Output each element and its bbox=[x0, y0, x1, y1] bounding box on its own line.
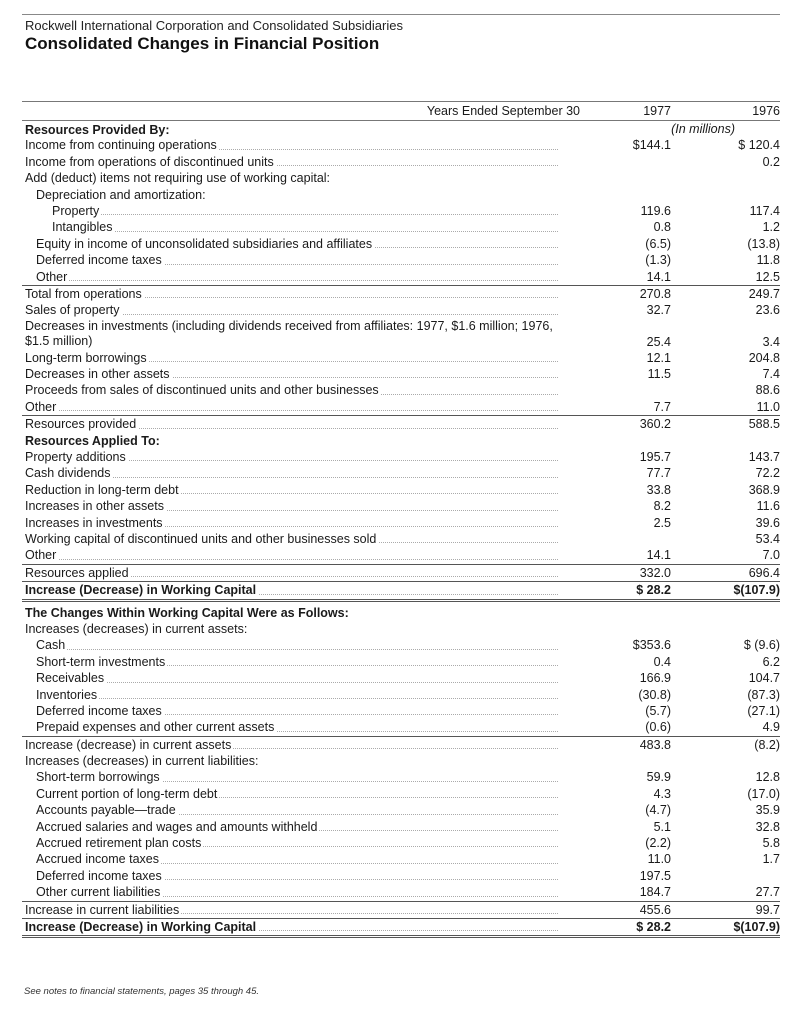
heading-text: Resources Provided By: bbox=[25, 123, 170, 137]
value-1977: 2.5 bbox=[653, 515, 671, 530]
row-label-text: Income from continuing operations bbox=[25, 138, 217, 153]
table-row bbox=[22, 637, 780, 653]
value-1976: 1.2 bbox=[762, 220, 780, 235]
value-1976: (27.1) bbox=[747, 703, 780, 718]
column-year-1976: 1976 bbox=[752, 104, 780, 118]
value-1976: 99.7 bbox=[755, 902, 780, 917]
row-label bbox=[25, 366, 558, 382]
value-1977: 25.4 bbox=[646, 334, 671, 349]
value-1976: $ (9.6) bbox=[743, 638, 780, 653]
liabilities-rows bbox=[22, 769, 780, 938]
row-label-text: Accrued income taxes bbox=[36, 852, 159, 867]
footnote: See notes to financial statements, pages 35 through 45. bbox=[24, 986, 260, 997]
table-row bbox=[22, 366, 780, 382]
value-1977: 483.8 bbox=[639, 737, 671, 752]
value-1977: (2.2) bbox=[645, 836, 671, 851]
row-label-text: Increase (Decrease) in Working Capital bbox=[25, 583, 257, 598]
row-label bbox=[25, 515, 558, 531]
value-1977: 0.4 bbox=[653, 654, 671, 669]
row-label bbox=[36, 868, 558, 884]
value-1976: 0.2 bbox=[762, 154, 780, 169]
row-label-text: Deferred income taxes bbox=[36, 868, 162, 883]
table-row bbox=[22, 319, 780, 350]
value-1976: (8.2) bbox=[754, 737, 780, 752]
company-name: Rockwell International Corporation and Consolidated Subsidiaries bbox=[25, 18, 403, 33]
table-row bbox=[22, 769, 780, 785]
row-label-text: Short-term borrowings bbox=[36, 770, 160, 785]
row-label bbox=[25, 302, 558, 318]
subheading-assets bbox=[22, 621, 780, 637]
table-row bbox=[22, 564, 780, 581]
value-1976: 53.4 bbox=[755, 531, 780, 546]
table-row bbox=[22, 835, 780, 851]
value-1977: 360.2 bbox=[639, 417, 671, 432]
row-label bbox=[36, 687, 558, 703]
value-1977: 270.8 bbox=[639, 286, 671, 301]
value-1976: $(107.9) bbox=[733, 583, 780, 598]
row-label-text: Other bbox=[25, 399, 57, 414]
page-title: Consolidated Changes in Financial Position bbox=[25, 34, 380, 53]
table-row bbox=[22, 819, 780, 835]
row-label bbox=[36, 670, 558, 686]
value-1976: 88.6 bbox=[755, 383, 780, 398]
row-label bbox=[52, 219, 558, 235]
section-heading-applied bbox=[22, 433, 780, 449]
value-1977: (5.7) bbox=[645, 703, 671, 718]
assets-rows bbox=[22, 637, 780, 753]
row-label-text: Short-term investments bbox=[36, 654, 166, 669]
provided-rows bbox=[22, 137, 780, 432]
table-row bbox=[22, 269, 780, 285]
row-label bbox=[25, 482, 558, 498]
heading-text: The Changes Within Working Capital Were as Follows: bbox=[25, 605, 349, 620]
value-1977: 7.7 bbox=[653, 399, 671, 414]
value-1976: 1.7 bbox=[762, 852, 780, 867]
row-label bbox=[25, 498, 558, 514]
row-label-text: Accrued retirement plan costs bbox=[36, 836, 202, 851]
row-label-text: Decreases in investments (including dividends received from affiliates: 1977, $1.6 million; 1976, $1.5 million) bbox=[25, 318, 553, 348]
value-1976: 588.5 bbox=[748, 417, 780, 432]
value-1977: $353.6 bbox=[632, 638, 671, 653]
row-label bbox=[25, 399, 558, 415]
value-1977: 119.6 bbox=[640, 203, 671, 218]
value-1977: 0.8 bbox=[653, 220, 671, 235]
value-1977: 8.2 bbox=[653, 499, 671, 514]
table-row bbox=[22, 901, 780, 918]
value-1977: (6.5) bbox=[645, 236, 671, 251]
row-label bbox=[25, 465, 558, 481]
value-1976: 32.8 bbox=[755, 819, 780, 834]
value-1977: 11.0 bbox=[647, 852, 671, 867]
value-1976: 23.6 bbox=[755, 303, 780, 318]
table-row bbox=[22, 654, 780, 670]
subheading-liabilities bbox=[22, 753, 780, 769]
row-label bbox=[52, 203, 558, 219]
value-1976: (13.8) bbox=[747, 236, 780, 251]
table-row bbox=[22, 219, 780, 235]
table-row bbox=[22, 670, 780, 686]
value-1976: 7.0 bbox=[762, 548, 780, 563]
value-1977: 59.9 bbox=[646, 770, 671, 785]
column-year-1977: 1977 bbox=[643, 104, 671, 118]
row-label-text: Deferred income taxes bbox=[36, 253, 162, 268]
row-label-text: Other bbox=[25, 548, 57, 563]
row-label-text: Long-term borrowings bbox=[25, 350, 147, 365]
row-label-text: Working capital of discontinued units and other businesses sold bbox=[25, 531, 377, 546]
row-label-text: Current portion of long-term debt bbox=[36, 786, 218, 801]
row-label-text: Sales of property bbox=[25, 303, 120, 318]
value-1977: (1.3) bbox=[645, 253, 671, 268]
value-1977: (30.8) bbox=[638, 687, 671, 702]
value-1976: 104.7 bbox=[748, 671, 780, 686]
row-label bbox=[25, 319, 558, 349]
section-heading-changes bbox=[22, 605, 780, 621]
value-1977: 332.0 bbox=[639, 565, 671, 580]
table-row bbox=[22, 350, 780, 366]
row-label-text: Inventories bbox=[36, 687, 98, 702]
row-label bbox=[25, 582, 558, 598]
value-1977: $ 28.2 bbox=[636, 919, 671, 934]
row-label-text: Prepaid expenses and other current assets bbox=[36, 720, 275, 735]
value-1977: 197.5 bbox=[639, 868, 671, 883]
table-row bbox=[22, 736, 780, 753]
table-row bbox=[22, 415, 780, 432]
row-label-text: Increase (Decrease) in Working Capital bbox=[25, 919, 257, 934]
value-1976: 6.2 bbox=[762, 654, 780, 669]
value-1977: 14.1 bbox=[646, 269, 671, 284]
table-row bbox=[22, 719, 780, 735]
row-label bbox=[36, 819, 558, 835]
row-label bbox=[36, 769, 558, 785]
row-label bbox=[36, 851, 558, 867]
value-1976: 12.8 bbox=[755, 770, 780, 785]
value-1977: 4.3 bbox=[653, 786, 671, 801]
row-label bbox=[25, 737, 558, 753]
table-row bbox=[22, 802, 780, 818]
value-1977: (4.7) bbox=[645, 803, 671, 818]
row-label bbox=[25, 350, 558, 366]
value-1976: 7.4 bbox=[762, 367, 780, 382]
row-label-text: Property additions bbox=[25, 450, 126, 465]
value-1977: 166.9 bbox=[639, 671, 671, 686]
table-row bbox=[22, 170, 780, 186]
value-1976: 204.8 bbox=[748, 350, 780, 365]
value-1976: 368.9 bbox=[748, 482, 780, 497]
heading-text: Increases (decreases) in current assets: bbox=[25, 621, 248, 636]
row-label bbox=[25, 382, 558, 398]
row-label bbox=[36, 719, 558, 735]
value-1977: 11.5 bbox=[647, 367, 671, 382]
row-label-text: Deferred income taxes bbox=[36, 703, 162, 718]
row-label-text: Add (deduct) items not requiring use of working capital: bbox=[25, 171, 331, 186]
row-label bbox=[25, 531, 558, 547]
table-row bbox=[22, 786, 780, 802]
row-label bbox=[25, 919, 558, 935]
row-label-text: Depreciation and amortization: bbox=[36, 187, 206, 202]
row-label bbox=[36, 187, 558, 203]
value-1977: 12.1 bbox=[646, 350, 671, 365]
value-1977: 195.7 bbox=[639, 450, 671, 465]
financial-table bbox=[22, 101, 780, 938]
value-1976: 143.7 bbox=[748, 450, 780, 465]
column-header-row bbox=[22, 102, 780, 121]
row-label-text: Intangibles bbox=[52, 220, 113, 235]
value-1976: 35.9 bbox=[755, 803, 780, 818]
value-1976: 27.7 bbox=[755, 885, 780, 900]
row-label bbox=[25, 170, 558, 186]
value-1976: 39.6 bbox=[755, 515, 780, 530]
value-1976: 5.8 bbox=[762, 836, 780, 851]
row-label bbox=[25, 547, 558, 563]
table-row bbox=[22, 482, 780, 498]
table-row bbox=[22, 154, 780, 170]
table-row bbox=[22, 547, 780, 563]
value-1977: 455.6 bbox=[639, 902, 671, 917]
table-row bbox=[22, 687, 780, 703]
row-label-text: Resources provided bbox=[25, 417, 137, 432]
row-label-text: Decreases in other assets bbox=[25, 367, 170, 382]
table-row bbox=[22, 399, 780, 415]
value-1977: 5.1 bbox=[653, 819, 671, 834]
table-row bbox=[22, 187, 780, 203]
row-label bbox=[36, 835, 558, 851]
table-row bbox=[22, 449, 780, 465]
row-label bbox=[36, 884, 558, 900]
value-1976: 12.5 bbox=[755, 269, 780, 284]
value-1976: 117.4 bbox=[749, 203, 780, 218]
value-1976: 72.2 bbox=[755, 466, 780, 481]
row-label bbox=[25, 154, 558, 170]
value-1977: 184.7 bbox=[639, 885, 671, 900]
top-rule bbox=[22, 14, 780, 15]
value-1977: (0.6) bbox=[645, 720, 671, 735]
table-row bbox=[22, 285, 780, 302]
row-label-text: Accounts payable—trade bbox=[36, 803, 176, 818]
value-1976: $(107.9) bbox=[733, 919, 780, 934]
row-label-text: Reduction in long-term debt bbox=[25, 482, 179, 497]
row-label-text: Other bbox=[36, 269, 68, 284]
value-1976: (87.3) bbox=[747, 687, 780, 702]
row-label-text: Receivables bbox=[36, 671, 105, 686]
value-1976: 249.7 bbox=[748, 286, 780, 301]
value-1976: 4.9 bbox=[762, 720, 780, 735]
row-label-text: Total from operations bbox=[25, 286, 142, 301]
row-label bbox=[36, 269, 558, 285]
row-label-text: Cash dividends bbox=[25, 466, 111, 481]
row-label-text: Property bbox=[52, 203, 100, 218]
value-1976: (17.0) bbox=[747, 786, 780, 801]
row-label-text: Increase in current liabilities bbox=[25, 902, 180, 917]
row-label bbox=[36, 802, 558, 818]
value-1977: $ 28.2 bbox=[636, 583, 671, 598]
value-1976: 11.8 bbox=[756, 253, 780, 268]
row-label bbox=[25, 416, 558, 432]
period-label: Years Ended September 30 bbox=[426, 104, 580, 118]
heading-text: Resources Applied To: bbox=[25, 433, 160, 448]
row-label-text: Cash bbox=[36, 638, 66, 653]
applied-rows bbox=[22, 449, 780, 602]
table-row bbox=[22, 884, 780, 900]
row-label bbox=[36, 786, 558, 802]
value-1977: 33.8 bbox=[646, 482, 671, 497]
table-row bbox=[22, 203, 780, 219]
row-label bbox=[36, 654, 558, 670]
table-row bbox=[22, 382, 780, 398]
table-row bbox=[22, 531, 780, 547]
table-row bbox=[22, 236, 780, 252]
row-label-text: Other current liabilities bbox=[36, 885, 161, 900]
row-label bbox=[25, 565, 558, 581]
value-1977: 77.7 bbox=[646, 466, 671, 481]
section-heading-provided bbox=[22, 121, 780, 137]
row-label bbox=[25, 902, 558, 918]
value-1976: 11.0 bbox=[756, 399, 780, 414]
value-1977: 14.1 bbox=[646, 548, 671, 563]
value-1976: $ 120.4 bbox=[738, 138, 780, 153]
value-1977: 32.7 bbox=[646, 303, 671, 318]
units-label: (In millions) bbox=[671, 122, 735, 136]
row-label-text: Resources applied bbox=[25, 565, 129, 580]
heading-text: Increases (decreases) in current liabilities: bbox=[25, 754, 259, 769]
value-1976: 696.4 bbox=[748, 565, 780, 580]
row-label-text: Accrued salaries and wages and amounts withheld bbox=[36, 819, 318, 834]
row-label-text: Increases in other assets bbox=[25, 499, 164, 514]
row-label bbox=[25, 449, 558, 465]
row-label-text: Increase (decrease) in current assets bbox=[25, 737, 232, 752]
table-row bbox=[22, 465, 780, 481]
table-row bbox=[22, 703, 780, 719]
table-row bbox=[22, 252, 780, 268]
table-row bbox=[22, 851, 780, 867]
row-label bbox=[36, 236, 558, 252]
row-label bbox=[25, 137, 558, 153]
row-label bbox=[36, 252, 558, 268]
row-label-text: Increases in investments bbox=[25, 515, 163, 530]
value-1977: $144.1 bbox=[632, 138, 671, 153]
row-label bbox=[36, 637, 558, 653]
row-label-text: Income from operations of discontinued units bbox=[25, 154, 274, 169]
value-1976: 11.6 bbox=[756, 499, 780, 514]
table-row bbox=[22, 918, 780, 938]
table-row bbox=[22, 515, 780, 531]
table-row bbox=[22, 137, 780, 153]
table-row bbox=[22, 498, 780, 514]
row-label bbox=[25, 286, 558, 302]
table-row bbox=[22, 581, 780, 601]
row-label-text: Equity in income of unconsolidated subsidiaries and affiliates bbox=[36, 236, 373, 251]
row-label-text: Proceeds from sales of discontinued units and other businesses bbox=[25, 383, 379, 398]
table-row bbox=[22, 302, 780, 318]
row-label bbox=[36, 703, 558, 719]
value-1976: 3.4 bbox=[762, 334, 780, 349]
table-row bbox=[22, 868, 780, 884]
